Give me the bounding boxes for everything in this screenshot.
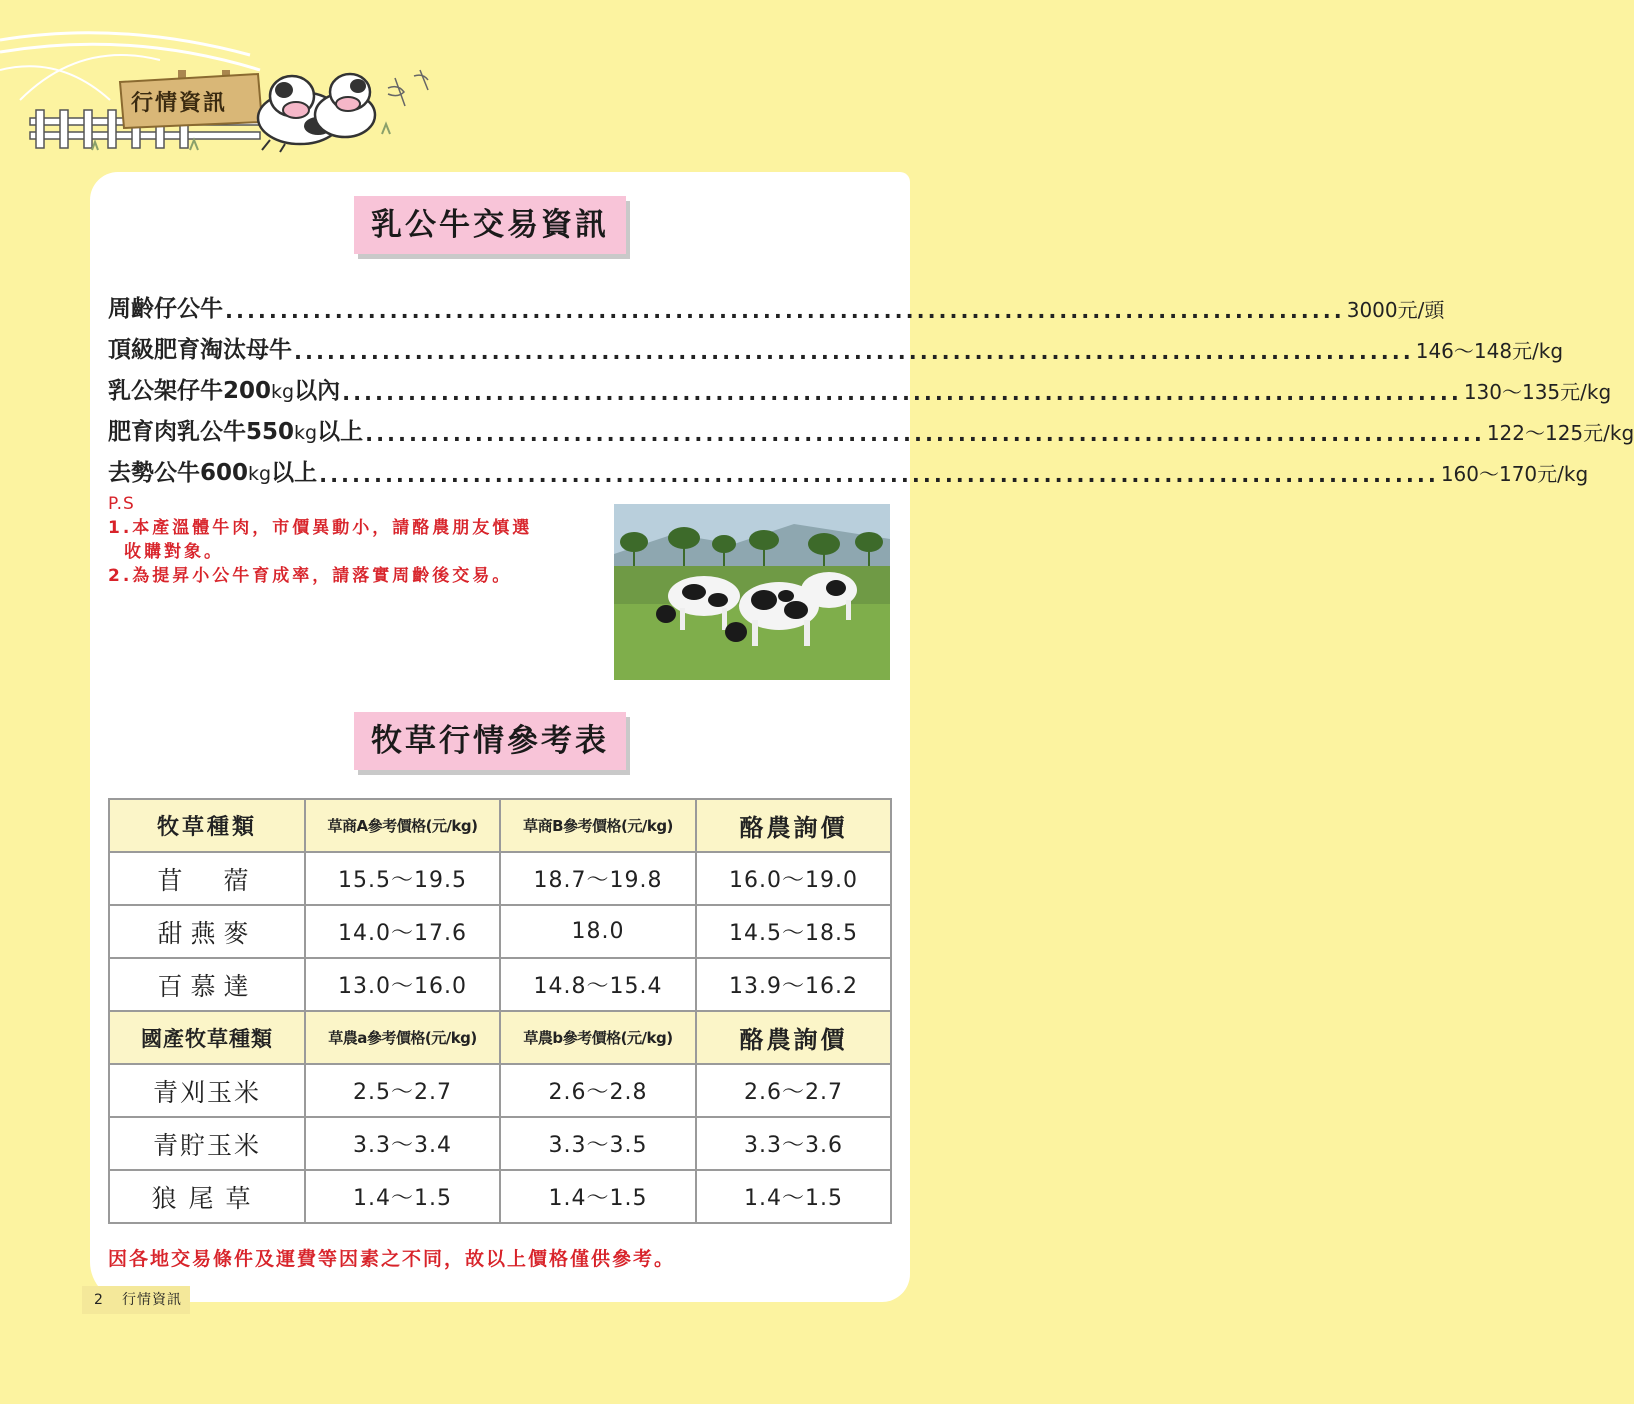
table-cell: 3.3～3.4	[305, 1117, 500, 1170]
price-item-value: 146～148元/kg	[1415, 339, 1564, 363]
price-row	[108, 282, 1445, 323]
table-row	[109, 1117, 891, 1170]
table-cell: 狼尾草	[109, 1170, 305, 1223]
header-cell: 酪農詢價	[696, 1011, 891, 1064]
price-item-value: 3000元/頭	[1346, 298, 1445, 322]
table-cell: 3.3～3.6	[696, 1117, 891, 1170]
table-header-row	[109, 1011, 891, 1064]
table-cell: 14.8～15.4	[500, 958, 696, 1011]
price-item-value: 122～125元/kg	[1486, 421, 1634, 445]
ps-note-1-continued: 收購對象。	[124, 542, 224, 562]
table-row	[109, 1170, 891, 1223]
page-number: 2	[94, 1292, 103, 1308]
table-row	[109, 852, 891, 905]
forage-title: 牧草行情參考表	[354, 712, 626, 770]
dot-leader: ......................................................................................................	[319, 463, 1439, 487]
ps-notes	[108, 492, 598, 588]
table-row	[109, 958, 891, 1011]
table-cell: 甜燕麥	[109, 905, 305, 958]
table-cell: 15.5～19.5	[305, 852, 500, 905]
table-cell: 18.0	[500, 905, 696, 958]
header-cell: 草商B參考價格(元/kg)	[500, 799, 696, 852]
dot-leader: ......................................................................................................	[342, 381, 1462, 405]
price-item-value: 130～135元/kg	[1463, 380, 1612, 404]
table-row	[109, 905, 891, 958]
price-item-name: 肥育肉乳公牛550kg以上	[108, 419, 364, 445]
price-row	[108, 405, 1634, 446]
table-cell: 1.4～1.5	[500, 1170, 696, 1223]
table-cell: 1.4～1.5	[696, 1170, 891, 1223]
table-cell: 2.6～2.8	[500, 1064, 696, 1117]
table-cell: 2.5～2.7	[305, 1064, 500, 1117]
dragonfly-icon	[388, 70, 428, 106]
table-header-row	[109, 799, 891, 852]
price-item-name: 去勢公牛600kg以上	[108, 460, 318, 486]
header-cell: 草農b參考價格(元/kg)	[500, 1011, 696, 1064]
header-cell: 草農a參考價格(元/kg)	[305, 1011, 500, 1064]
dot-leader: ......................................................................................................	[225, 299, 1345, 323]
cows-grazing-photo	[614, 504, 890, 680]
table-cell: 3.3～3.5	[500, 1117, 696, 1170]
table-cell: 青貯玉米	[109, 1117, 305, 1170]
dot-leader: ......................................................................................................	[294, 340, 1414, 364]
header-cell: 草商A參考價格(元/kg)	[305, 799, 500, 852]
price-row	[108, 323, 1564, 364]
page-footer-tag	[82, 1286, 190, 1314]
table-cell: 青刈玉米	[109, 1064, 305, 1117]
table-cell: 2.6～2.7	[696, 1064, 891, 1117]
dot-leader: ......................................................................................................	[365, 422, 1485, 446]
bull-price-list	[108, 282, 1634, 487]
table-row	[109, 1064, 891, 1117]
header-cell: 牧草種類	[109, 799, 305, 852]
price-item-value: 160～170元/kg	[1440, 462, 1589, 486]
table-cell: 百慕達	[109, 958, 305, 1011]
price-item-name: 周齡仔公牛	[108, 296, 223, 322]
footer-section-label: 行情資訊	[122, 1292, 182, 1308]
price-row	[108, 364, 1612, 405]
table-cell: 13.0～16.0	[305, 958, 500, 1011]
table-cell: 14.0～17.6	[305, 905, 500, 958]
table-cell: 14.5～18.5	[696, 905, 891, 958]
header-cell: 國產牧草種類	[109, 1011, 305, 1064]
ps-title: P.S	[108, 494, 135, 514]
forage-price-table	[108, 798, 892, 1224]
table-cell: 13.9～16.2	[696, 958, 891, 1011]
table-cell: 1.4～1.5	[305, 1170, 500, 1223]
table-cell: 苜 蓿	[109, 852, 305, 905]
price-item-name: 乳公架仔牛200kg以內	[108, 378, 341, 404]
price-item-name: 頂級肥育淘汰母牛	[108, 337, 292, 363]
table-cell: 18.7～19.8	[500, 852, 696, 905]
ps-note-1: 1.本產溫體牛肉，市價異動小，請酪農朋友慎選	[108, 518, 533, 538]
dairy-bull-title: 乳公牛交易資訊	[354, 196, 626, 254]
header-section-label: 行情資訊	[131, 91, 228, 116]
price-footnote: 因各地交易條件及運費等因素之不同，故以上價格僅供參考。	[108, 1248, 676, 1270]
price-row	[108, 446, 1589, 487]
ps-note-2: 2.為提昇小公牛育成率，請落實周齡後交易。	[108, 566, 513, 586]
header-decoration	[0, 0, 460, 170]
cartoon-cows-icon	[258, 74, 375, 152]
header-cell: 酪農詢價	[696, 799, 891, 852]
table-cell: 16.0～19.0	[696, 852, 891, 905]
